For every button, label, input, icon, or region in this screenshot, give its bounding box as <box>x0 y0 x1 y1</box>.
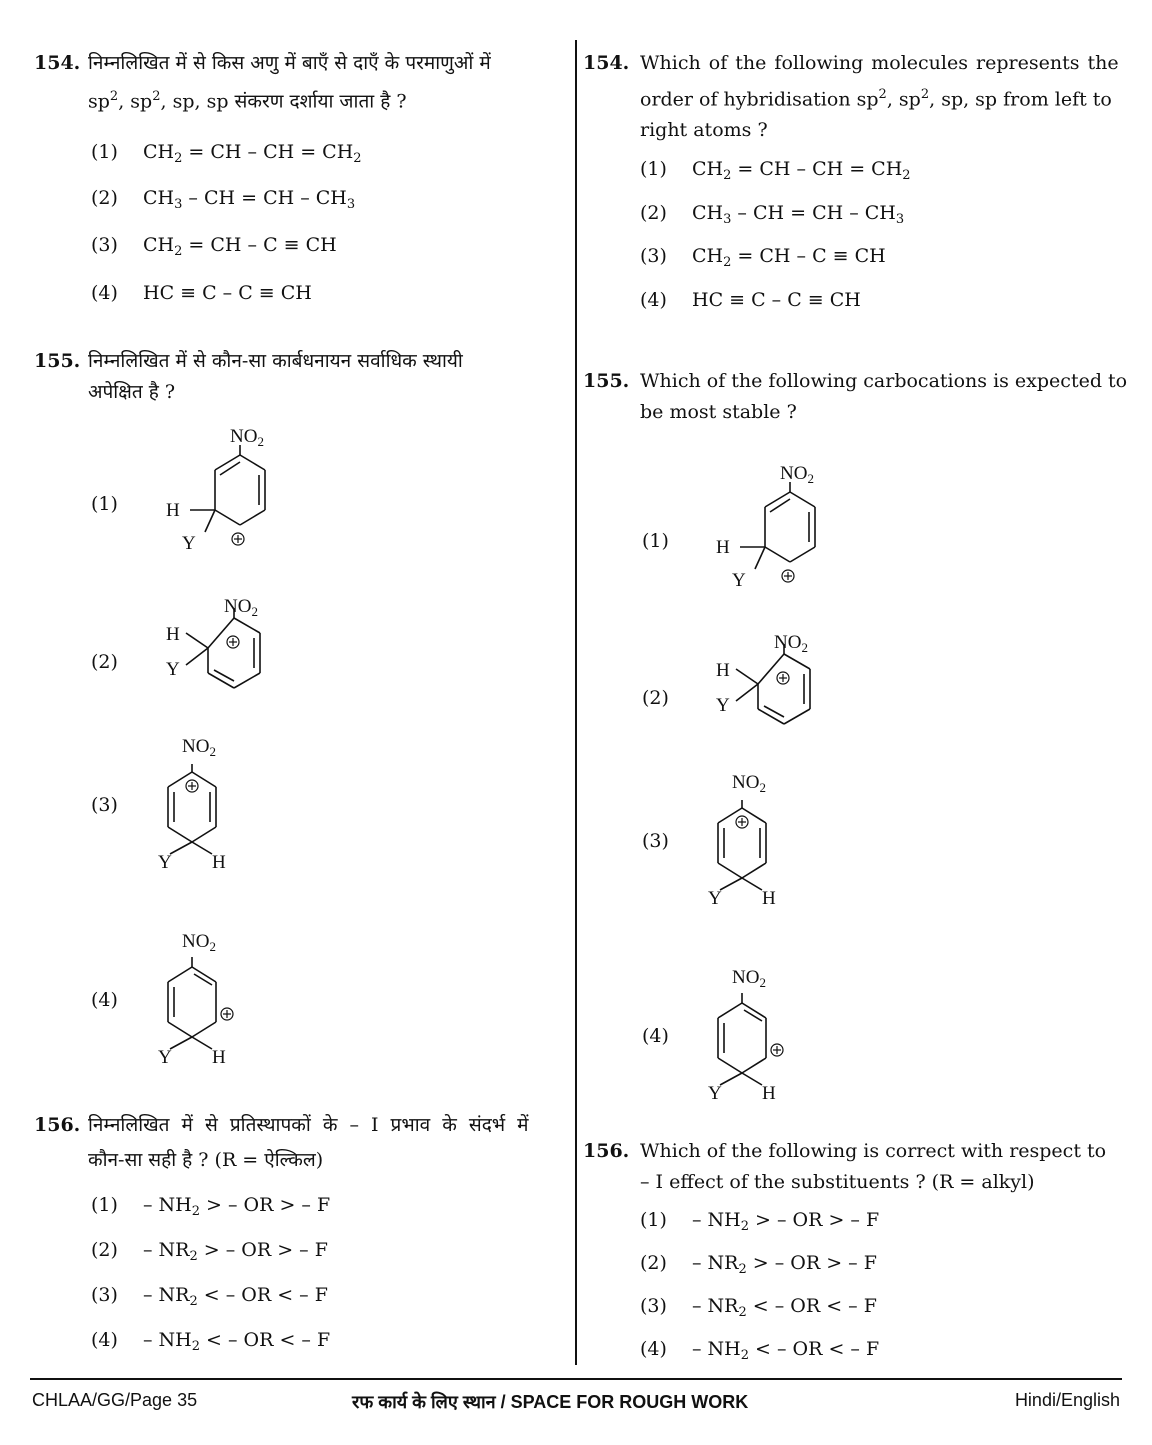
footer-rule <box>30 1378 1122 1380</box>
svg-text:Y: Y <box>182 533 196 554</box>
question-text: $sp^2$, $sp^2$, sp, sp संकरण दर्शाया जाता है ? <box>88 89 407 113</box>
carbocation-structure-3 <box>150 732 290 882</box>
svg-text:Y: Y <box>716 695 730 716</box>
carbocation-structure-1 <box>150 425 290 555</box>
question-text: निम्नलिखित में से प्रतिस्थापकों के – I प्रभाव के संदर्भ में <box>88 1114 529 1136</box>
svg-text:H: H <box>166 624 180 645</box>
footer-rough-work: रफ कार्य के लिए स्थान / SPACE FOR ROUGH WORK <box>352 1392 749 1412</box>
svg-text:Y: Y <box>732 570 746 591</box>
svg-text:H: H <box>762 1083 776 1104</box>
question-text: Which of the following molecules represents the <box>640 52 1119 74</box>
question-number: 156. <box>583 1140 630 1162</box>
question-number: 155. <box>34 350 81 372</box>
svg-text:NO2: $NO_2$ <box>224 596 258 619</box>
carbocation-structure-3 <box>700 768 840 918</box>
question-text: Which of the following is correct with respect to <box>640 1140 1107 1162</box>
svg-text:NO2: $NO_2$ <box>780 463 814 486</box>
svg-text:NO2: $NO_2$ <box>774 632 808 655</box>
svg-text:Y: Y <box>708 1083 722 1104</box>
svg-text:H: H <box>716 660 730 681</box>
svg-text:Y: Y <box>166 659 180 680</box>
carbocation-structure-4 <box>150 927 290 1077</box>
svg-text:NO2: $NO_2$ <box>182 736 216 759</box>
question-number: 155. <box>583 370 630 392</box>
svg-text:H: H <box>212 1047 226 1068</box>
question-text: right atoms ? <box>640 119 768 142</box>
question-text: be most stable ? <box>640 401 797 423</box>
svg-text:H: H <box>762 888 776 909</box>
question-text: – I effect of the substituents ? (R = alkyl) <box>640 1171 1035 1193</box>
column-divider <box>575 40 577 1365</box>
question-text: order of hybridisation $sp^2$, $sp^2$, sp, sp from left to <box>640 87 1112 111</box>
footer-language: Hindi/English <box>1014 1390 1120 1410</box>
footer-page-code: CHLAA/GG/Page 35 <box>32 1390 198 1410</box>
svg-text:H: H <box>212 852 226 873</box>
carbocation-structure-1 <box>700 462 840 592</box>
carbocation-structure-4 <box>700 963 840 1113</box>
question-text: निम्नलिखित में से किस अणु में बाएँ से दाएँ के परमाणुओं में <box>88 52 491 74</box>
svg-text:Y: Y <box>158 1047 172 1068</box>
svg-text:H: H <box>716 537 730 558</box>
question-text: Which of the following carbocations is expected to <box>640 370 1128 392</box>
question-text: कौन-सा सही है ? (R = ऐल्किल) <box>88 1149 324 1171</box>
svg-text:NO2: $NO_2$ <box>732 772 766 795</box>
svg-text:NO2: $NO_2$ <box>732 967 766 990</box>
svg-text:NO2: $NO_2$ <box>230 426 264 449</box>
carbocation-structure-2 <box>150 590 290 705</box>
svg-text:H: H <box>166 500 180 521</box>
question-number: 154. <box>583 52 630 74</box>
carbocation-structure-2 <box>700 626 840 741</box>
question-number: 156. <box>34 1114 81 1136</box>
question-number: 154. <box>34 52 81 74</box>
question-text: अपेक्षित है ? <box>88 381 176 403</box>
question-text: निम्नलिखित में से कौन-सा कार्बधनायन सर्वाधिक स्थायी <box>88 350 463 372</box>
svg-text:NO2: $NO_2$ <box>182 931 216 954</box>
svg-text:Y: Y <box>158 852 172 873</box>
svg-text:Y: Y <box>708 888 722 909</box>
